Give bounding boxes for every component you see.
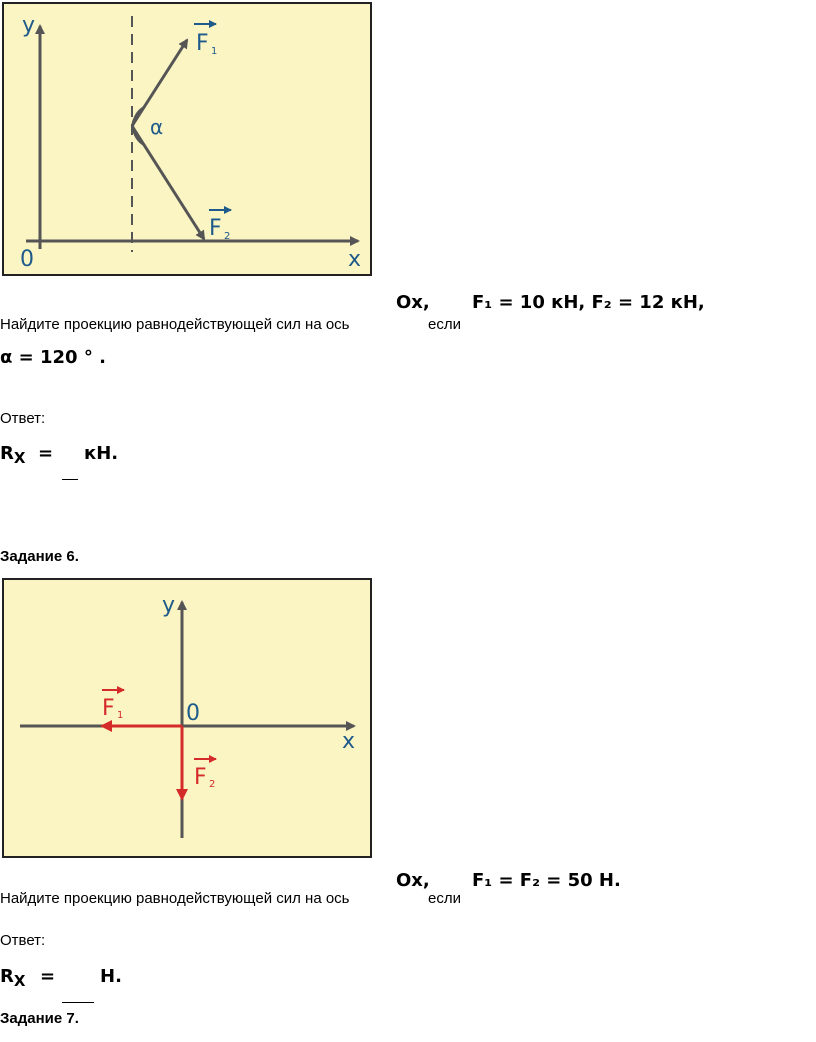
y-axis-label: y (22, 13, 36, 38)
task6-heading: Задание 6. (0, 548, 79, 565)
force-1-vector (132, 40, 187, 126)
task6-answer-label: Ответ: (0, 932, 46, 949)
origin-label: 0 (186, 701, 200, 726)
task6-condition-line1: F₁ = F₂ = 50 Н. (472, 870, 621, 891)
figure-task5 (2, 2, 372, 276)
x-axis-label: x (348, 247, 362, 272)
force-1-label: F (196, 31, 209, 56)
task6-if-word: если (428, 890, 461, 907)
force-diagram-task6 (4, 580, 370, 856)
angle-arc-outer (133, 107, 144, 145)
task5-condition-line1: F₁ = 10 кН, F₂ = 12 кН, (472, 292, 705, 313)
task5-axis: Ox, (396, 292, 430, 313)
task5-if-word: если (428, 316, 461, 333)
task6-question: Найдите проекцию равнодействующей сил на ось (0, 890, 350, 907)
force-1-subscript: 1 (211, 46, 218, 57)
task6-answer-blank[interactable] (62, 990, 94, 1003)
force-2-label: F (209, 216, 222, 241)
force-2-vector (132, 126, 204, 239)
task7-heading: Задание 7. (0, 1010, 79, 1027)
answer-r: R (0, 443, 14, 464)
task6-answer-unit: Н. (100, 966, 122, 987)
task5-condition-line2: α = 120 ° . (0, 347, 106, 368)
force-1-label: F (102, 696, 115, 721)
answer-sub: X (13, 972, 26, 990)
task5-answer-formula (0, 443, 26, 467)
task6-answer-formula (0, 966, 26, 990)
y-axis-label: y (162, 593, 176, 618)
force-2-label: F (194, 765, 207, 790)
answer-r: R (0, 966, 14, 987)
force-2-subscript: 2 (224, 231, 231, 242)
force-1-subscript: 1 (117, 710, 124, 721)
task5-answer-label: Ответ: (0, 410, 46, 427)
force-diagram-task5 (4, 4, 370, 274)
angle-label: α (150, 115, 164, 139)
task5-question: Найдите проекцию равнодействующей сил на ось (0, 316, 350, 333)
figure-task6 (2, 578, 372, 858)
task5-answer-unit: кН. (84, 443, 119, 464)
origin-label: 0 (20, 247, 34, 272)
force-2-subscript: 2 (209, 779, 216, 790)
task6-answer-eq: = (40, 966, 56, 987)
answer-sub: X (13, 449, 26, 467)
x-axis-label: x (342, 729, 356, 754)
task5-answer-eq: = (38, 443, 54, 464)
task5-answer-blank[interactable] (62, 467, 78, 480)
task6-axis: Ox, (396, 870, 430, 891)
